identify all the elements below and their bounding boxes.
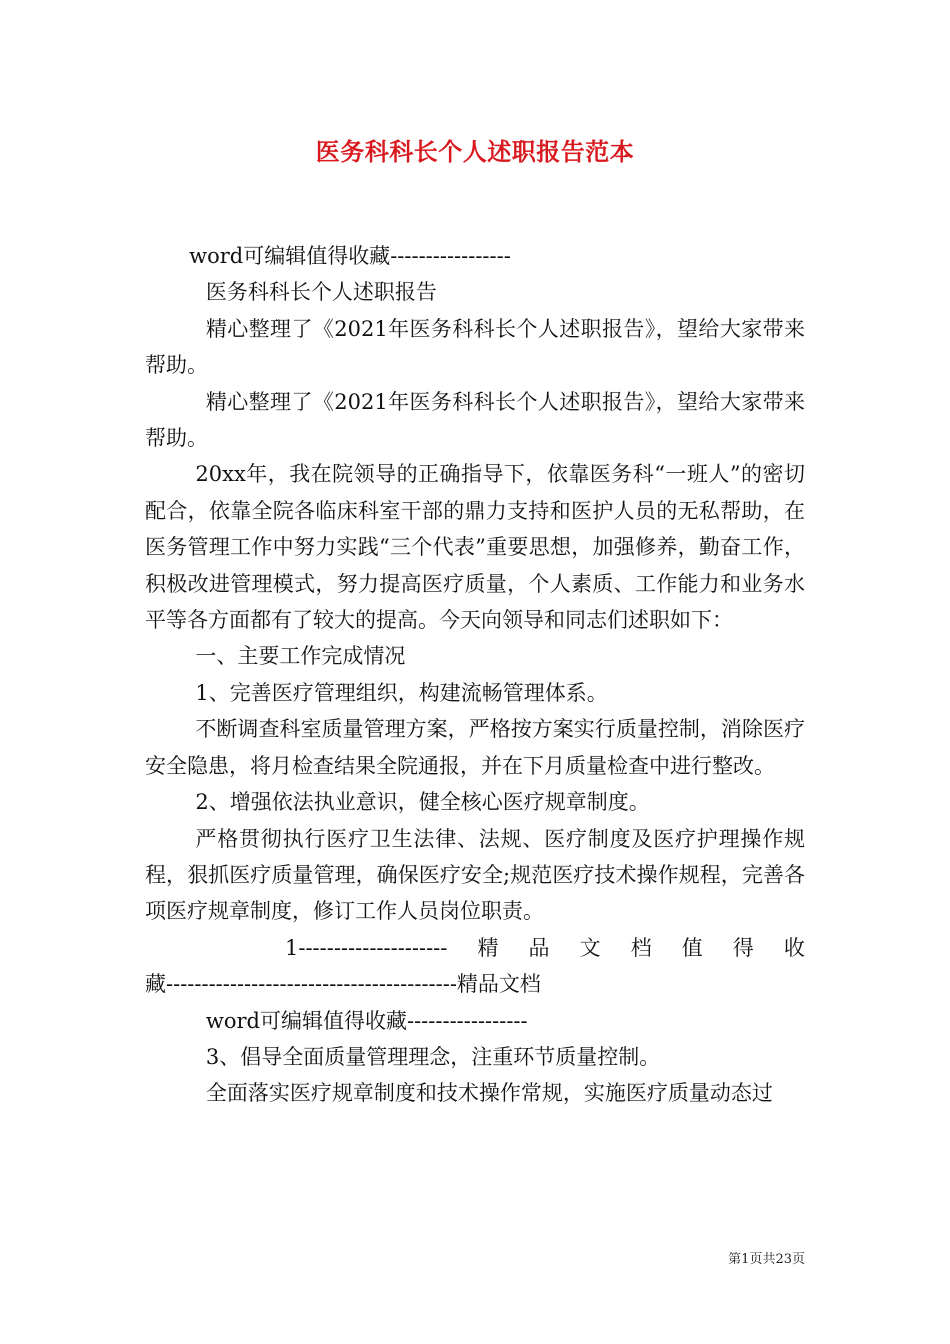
page-break-word: 文: [579, 935, 601, 960]
body-paragraph: 不断调查科室质量管理方案，严格按方案实行质量控制，消除医疗安全隐患，将月检查结果全院通报，并在下月质量检查中进行整改。: [145, 717, 805, 778]
section-heading: 一、主要工作完成情况: [195, 644, 406, 669]
page-break-line: [145, 930, 805, 966]
page-number: 第1页共23页: [728, 1252, 805, 1267]
watermark-line: word可编辑值得收藏-----------------: [205, 1008, 528, 1033]
item-heading: 1、完善医疗管理组织，构建流畅管理体系。: [195, 680, 608, 705]
report-subtitle: 医务科科长个人述职报告: [205, 280, 437, 305]
intro-paragraph-repeat: 精心整理了《2021年医务科科长个人述职报告》，望给大家带来帮助。: [145, 389, 805, 451]
item-heading: 2、增强依法执业意识，健全核心医疗规章制度。: [195, 790, 650, 815]
page-break-word: 收: [783, 935, 805, 960]
page-break-word: 精: [477, 935, 499, 960]
page-break-word: 品: [528, 935, 550, 960]
document-title: 医务科科长个人述职报告范本: [315, 137, 635, 166]
page-break-word: 值: [681, 935, 703, 960]
page-break-number: 1---------------------: [285, 935, 448, 960]
body-paragraph: 20xx年，我在院领导的正确指导下，依靠医务科“一班人”的密切配合，依靠全院各临床科室干部的鼎力支持和医护人员的无私帮助，在医务管理工作中努力实践“三个代表”重要思想，加强修养，勤奋工作，积极改进管理模式，努力提高医疗质量，个人素质、工作能力和业务水平等各方面都有了较大的提高。今天向领导和同志们述职如下：: [145, 462, 805, 633]
page-break-word: 得: [732, 935, 754, 960]
intro-paragraph: 精心整理了《2021年医务科科长个人述职报告》，望给大家带来帮助。: [145, 316, 805, 378]
watermark-line: word可编辑值得收藏-----------------: [189, 244, 511, 268]
item-heading: 3、倡导全面质量管理理念，注重环节质量控制。: [205, 1044, 661, 1069]
page-break-word: 档: [630, 935, 652, 960]
page-break-line-2: 藏-----------------------------------------精品文档: [145, 972, 541, 997]
document-body: [145, 238, 805, 1112]
body-paragraph: 严格贯彻执行医疗卫生法律、法规、医疗制度及医疗护理操作规程，狠抓医疗质量管理，确保医疗安全;规范医疗技术操作规程，完善各项医疗规章制度，修订工作人员岗位职责。: [145, 826, 805, 924]
body-paragraph: 全面落实医疗规章制度和技术操作常规，实施医疗质量动态过: [205, 1081, 773, 1106]
